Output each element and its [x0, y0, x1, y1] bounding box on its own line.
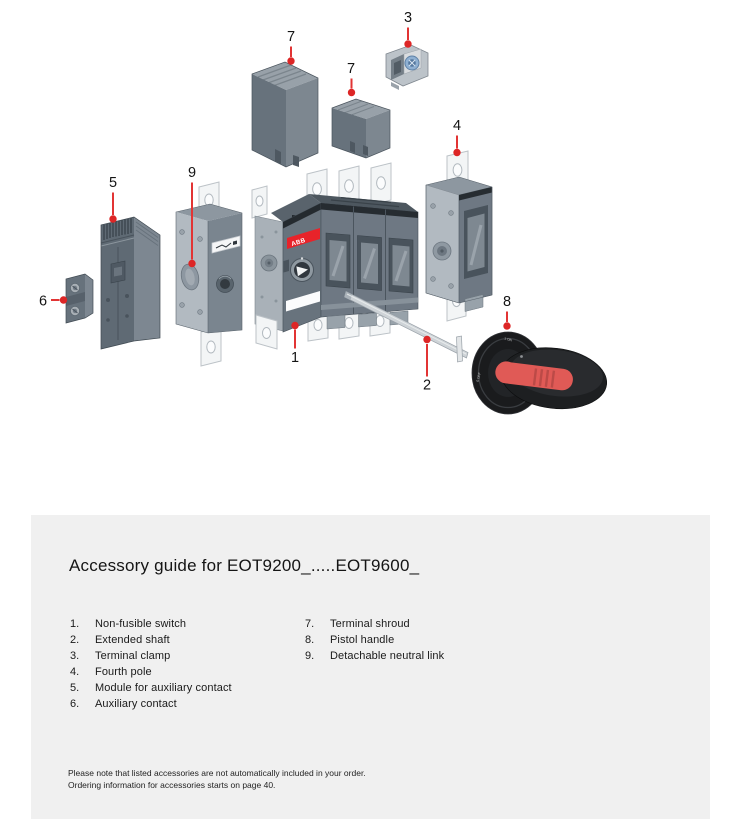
abb-logo: ABB: [290, 236, 307, 248]
footnote-line: Please note that listed accessories are not automatically included in your order.: [68, 768, 366, 778]
legend-item: [70, 617, 302, 633]
legend-item-label: Pistol handle: [330, 634, 395, 646]
pole-window: [389, 238, 413, 293]
terminal-clamp: [386, 45, 428, 90]
legend-item: [70, 681, 302, 697]
legend-item-number: 4.: [70, 666, 80, 678]
pole-window: [358, 236, 382, 291]
pole-window: [326, 233, 350, 288]
callout-shaft: [423, 336, 431, 394]
legend-item-number: 7.: [305, 618, 315, 630]
callout-fourth-pole: [453, 118, 461, 156]
callout-number: 8: [502, 294, 512, 310]
callout-number: 5: [108, 175, 118, 191]
page-title: Accessory guide for EOT9200_.....EOT9600_: [69, 556, 420, 575]
footnote: [68, 768, 366, 791]
legend-item: [70, 633, 302, 649]
callout-aux-module: [109, 175, 117, 223]
callout-handle: [503, 294, 511, 330]
terminal-shroud-small: [332, 99, 390, 158]
fourth-pole: [426, 151, 492, 321]
legend-item-label: Auxiliary contact: [95, 698, 177, 710]
legend-item-label: Terminal shroud: [330, 618, 410, 630]
legend-item: [70, 665, 302, 681]
aux-contact-module: [101, 217, 160, 349]
callout-number: 4: [452, 118, 462, 134]
callout-number: 3: [403, 10, 413, 26]
callout-shroud-small: [347, 61, 355, 96]
legend-item-label: Extended shaft: [95, 634, 170, 646]
legend-item: [70, 649, 302, 665]
legend-item: [70, 697, 302, 713]
legend-item-number: 5.: [70, 682, 80, 694]
terminal-shroud-large: [252, 62, 318, 167]
handle-off-marking: 0 OFF: [475, 371, 482, 383]
legend-item-number: 9.: [305, 650, 315, 662]
neutral-link-module: [176, 182, 242, 366]
callout-number: 9: [187, 165, 197, 181]
aux-contact: [66, 274, 93, 323]
legend-item-number: 6.: [70, 698, 80, 710]
callout-number: 1: [290, 350, 300, 366]
legend-column-right: [305, 617, 545, 665]
callout-number: 2: [422, 377, 432, 394]
accessory-guide-panel: [31, 515, 710, 819]
callout-number: 6: [38, 293, 48, 310]
pistol-handle: [472, 332, 610, 414]
legend-item-number: 3.: [70, 650, 80, 662]
callout-shroud-large: [287, 29, 295, 65]
callout-number: 7: [286, 29, 296, 45]
legend-item: [305, 617, 545, 633]
footnote-line: Ordering information for accessories starts on page 40.: [68, 779, 276, 790]
legend-item-number: 2.: [70, 634, 80, 646]
legend-item-label: Fourth pole: [95, 666, 152, 678]
callout-terminal-clamp: [404, 10, 412, 48]
legend-item-number: 8.: [305, 634, 315, 646]
handle-on-marking: 1 ON: [503, 336, 513, 343]
legend-item: [305, 633, 545, 649]
callout-aux-contact: [39, 294, 67, 310]
legend-column-left: [70, 617, 302, 713]
legend-item: [305, 649, 545, 665]
legend-item-label: Detachable neutral link: [330, 650, 445, 662]
legend-item-number: 1.: [70, 618, 80, 630]
legend-item-label: Terminal clamp: [95, 650, 171, 662]
legend-item-label: Module for auxiliary contact: [95, 682, 232, 694]
callout-number: 7: [346, 61, 356, 77]
pole-window: [464, 205, 488, 279]
legend-item-label: Non-fusible switch: [95, 618, 187, 630]
